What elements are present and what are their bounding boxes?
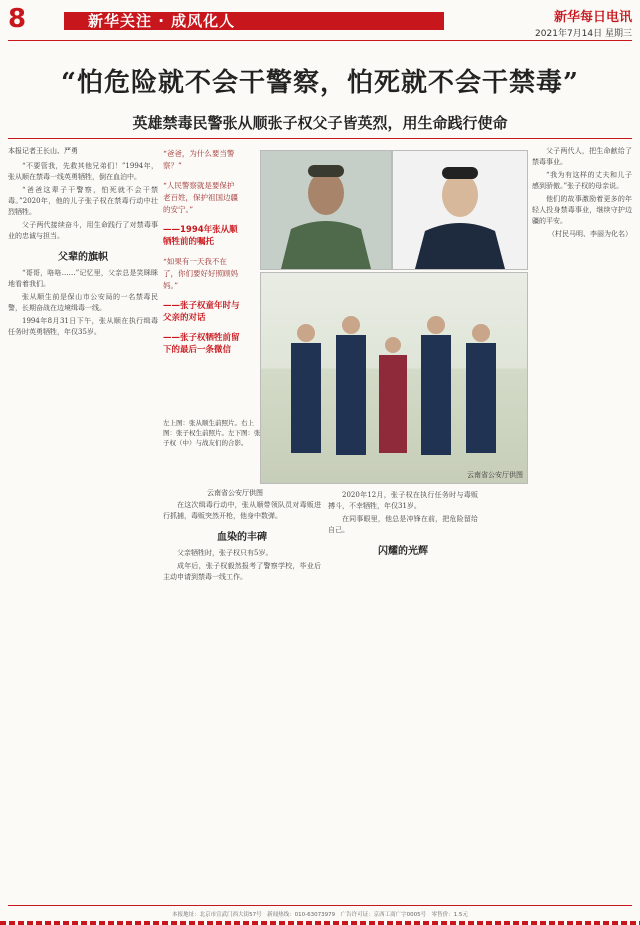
- portrait-silhouette: [261, 151, 391, 269]
- group-photo-credit: 云南省公安厅供图: [467, 471, 523, 479]
- photo-son-portrait: [392, 150, 528, 270]
- column-3: [328, 490, 478, 900]
- byline: 本报记者王长山、严勇: [8, 147, 78, 155]
- section-heading-3: 闪耀的光辉: [378, 546, 428, 557]
- quote: “人民警察就是要保护老百姓，保护祖国边疆的安宁。”: [163, 181, 238, 214]
- paragraph: 2020年12月，张子权在执行任务时与毒贩搏斗，不幸牺牲，年仅31岁。: [328, 491, 478, 510]
- footer-rule: [8, 905, 632, 906]
- quote-heading: ——1994年张从顺牺牲前的嘱托: [163, 225, 238, 247]
- column-2: [163, 500, 321, 900]
- section-heading-2: 血染的丰碑: [217, 532, 267, 543]
- section-heading-1: 父辈的旗帜: [58, 252, 108, 263]
- paragraph: 在这次缉毒行动中，张从顺带领队员对毒贩进行抓捕，毒贩突然开枪，他身中数弹。: [163, 501, 321, 520]
- column-1: [8, 146, 158, 896]
- paragraph: 1994年8月31日下午，张从顺在执行缉毒任务时英勇牺牲，年仅35岁。: [8, 317, 158, 336]
- photo-credit: 云南省公安厅供图: [207, 489, 263, 497]
- paper-name: 新华每日电讯: [553, 10, 632, 25]
- section-title: 新华关注 · 成风化人: [88, 12, 236, 30]
- photo-caption: 左上图：张从顺生前照片。右上图：张子权生前照片。左下图：张子权（中）与战友们的合影。: [163, 419, 261, 447]
- quote: “爸爸，为什么要当警察？”: [163, 149, 235, 170]
- quote-heading: ——张子权童年时与父亲的对话: [163, 301, 240, 323]
- paragraph: 父亲牺牲时，张子权只有5岁。: [177, 549, 273, 557]
- paragraph: “不要管我，先救其他兄弟们！”1994年，张从顺在禁毒一线英勇牺牲，倒在血泊中。: [8, 162, 158, 181]
- issue-date: 2021年7月14日 星期三: [535, 29, 632, 39]
- title-rule: [8, 138, 632, 139]
- quote-column: [163, 148, 241, 364]
- paragraph: 在同事眼里，他总是冲锋在前，把危险留给自己。: [328, 515, 478, 534]
- paragraph: “我为有这样的丈夫和儿子感到骄傲。”张子权的母亲说。: [532, 171, 632, 190]
- paragraph: 父子两代人，把生命献给了禁毒事业。: [532, 147, 632, 166]
- group-figures: [261, 273, 527, 483]
- footer-info: 本报地址：北京市宣武门西大街57号 新闻热线：010-63073979 广告许可证：京西工商广字0005号 零售价：1.5元: [172, 912, 468, 918]
- bottom-dots: [0, 921, 640, 925]
- subheadline: 英雄禁毒民警张从顺张子权父子皆英烈，用生命践行使命: [132, 114, 508, 132]
- headline: “怕危险就不会干警察，怕死就不会干禁毒”: [61, 68, 579, 98]
- photo-group: [260, 272, 528, 484]
- paragraph: 成年后，张子权毅然报考了警察学校，毕业后主动申请到禁毒一线工作。: [163, 562, 321, 581]
- paragraph: 父子两代接续奋斗，用生命践行了对禁毒事业的忠诚与担当。: [8, 221, 158, 240]
- section-band: [64, 12, 444, 30]
- header-rule: [8, 40, 632, 41]
- paragraph: “爸爸这辈子干警察，怕死就不会干禁毒。”2020年，他的儿子张子权在禁毒行动中壮烈牺牲。: [8, 186, 158, 216]
- photo-father-portrait: [260, 150, 392, 270]
- quote: “如果有一天我不在了，你们要好好照顾妈妈。”: [163, 257, 238, 290]
- quote-heading: ——张子权牺牲前留下的最后一条微信: [163, 333, 240, 355]
- closing-credit: （村民马明、李丽为化名）: [548, 230, 632, 238]
- paragraph: 他们的故事激励着更多的年轻人投身禁毒事业，继续守护边疆的平安。: [532, 195, 632, 225]
- paragraph: 张从顺生前是保山市公安局的一名禁毒民警，长期奋战在边境缉毒一线。: [8, 293, 158, 312]
- page-number: 8: [8, 4, 27, 34]
- page-header: [0, 0, 640, 40]
- portrait-silhouette: [393, 151, 527, 269]
- paragraph: “哥哥，咯咯……”记忆里，父亲总是笑眯眯地看着我们。: [8, 269, 158, 288]
- column-4: [532, 146, 632, 896]
